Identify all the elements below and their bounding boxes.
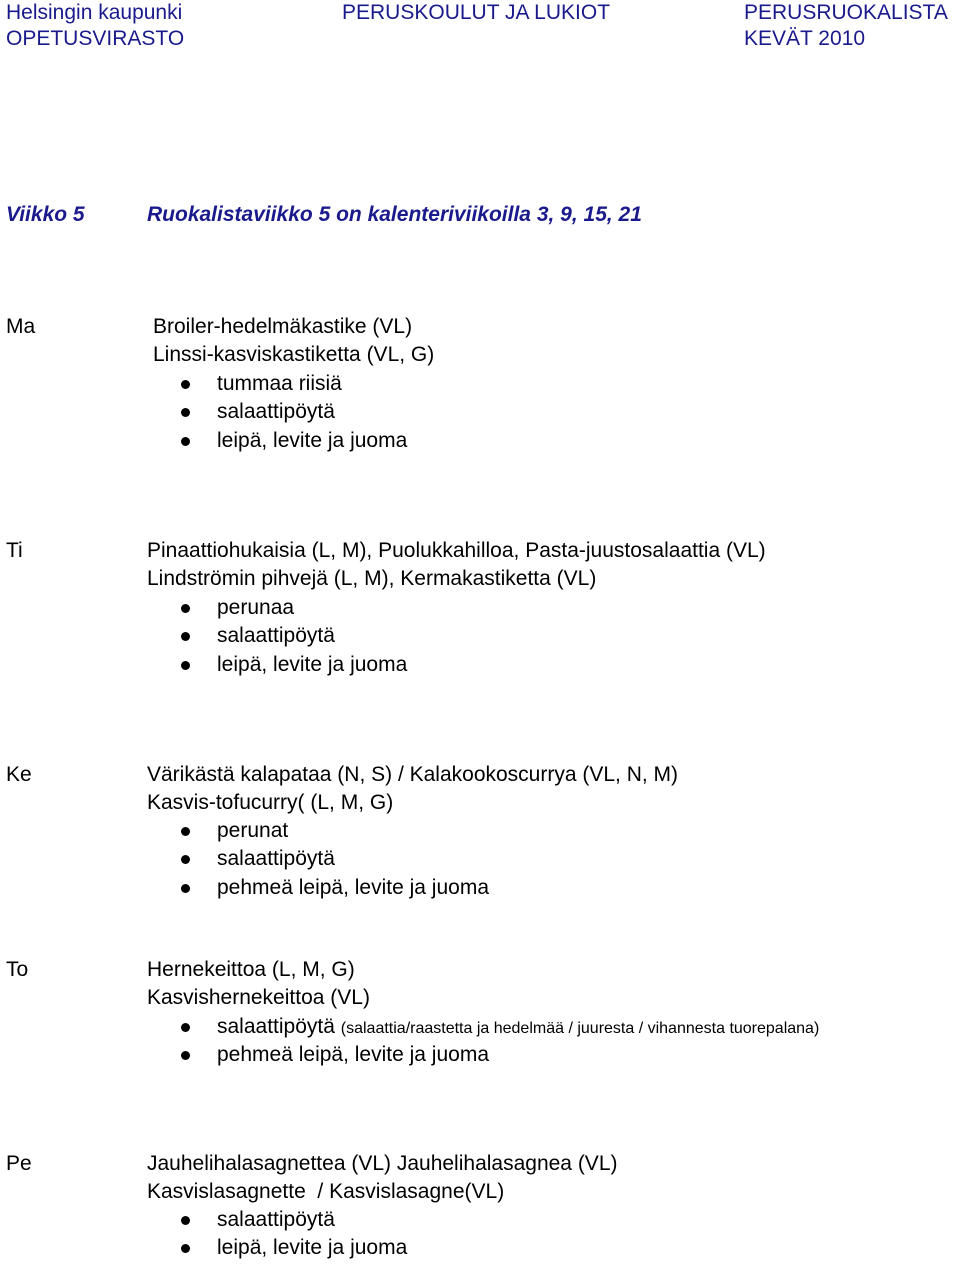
- organization-name: Helsingin kaupunki: [6, 1, 183, 24]
- alternative-dish: Kasvis-tofucurry( (L, M, G): [147, 791, 394, 814]
- side-item-label: salaattipöytä: [217, 1208, 335, 1231]
- main-dish: Broiler-hedelmäkastike (VL): [153, 315, 413, 338]
- bullet-icon: [181, 661, 190, 670]
- bullet-icon: [181, 884, 190, 893]
- salad-bar-note: (salaattia/raastetta ja hedelmää / juuresta / vihannesta tuorepalana): [340, 1020, 820, 1037]
- bullet-icon: [181, 632, 190, 641]
- day-label: Pe: [6, 1152, 32, 1175]
- day-label: Ti: [6, 539, 23, 562]
- bullet-icon: [181, 408, 190, 417]
- bullet-icon: [181, 1244, 190, 1253]
- bullet-icon: [181, 1216, 190, 1225]
- bullet-icon: [181, 604, 190, 613]
- side-item: [0, 1206, 960, 1234]
- term-label: KEVÄT 2010: [744, 27, 866, 50]
- side-item: [0, 874, 960, 902]
- side-item: [0, 651, 960, 679]
- side-item: [0, 370, 960, 398]
- side-item-label: salaattipöytä: [217, 847, 335, 870]
- side-item-label: tummaa riisiä: [217, 372, 342, 395]
- day-label: Ma: [6, 315, 36, 338]
- side-item-label: leipä, levite ja juoma: [217, 1236, 408, 1259]
- side-item: [0, 845, 960, 873]
- bullet-icon: [181, 827, 190, 836]
- day-label: Ke: [6, 763, 32, 786]
- side-item-label: perunaa: [217, 596, 295, 619]
- main-dish: Hernekeittoa (L, M, G): [147, 958, 355, 981]
- alternative-dish: Lindströmin pihvejä (L, M), Kermakastiketta (VL): [147, 567, 597, 590]
- department-name: OPETUSVIRASTO: [6, 27, 185, 50]
- side-item-label: pehmeä leipä, levite ja juoma: [217, 1043, 489, 1066]
- bullet-icon: [181, 380, 190, 389]
- bullet-icon: [181, 437, 190, 446]
- side-item-label: perunat: [217, 819, 289, 842]
- week-number: Viikko 5: [6, 203, 85, 226]
- alternative-dish: Kasvislasagnette / Kasvislasagne(VL): [147, 1180, 505, 1203]
- side-item-label: [217, 1013, 819, 1043]
- bullet-icon: [181, 855, 190, 864]
- bullet-icon: [181, 1023, 190, 1032]
- bullet-icon: [181, 1051, 190, 1060]
- alternative-dish: Kasvishernekeittoa (VL): [147, 986, 370, 1009]
- side-item: [0, 622, 960, 650]
- school-type-label: PERUSKOULUT JA LUKIOT: [342, 1, 611, 24]
- side-item: [0, 594, 960, 622]
- side-item-name: salaattipöytä: [217, 1015, 335, 1038]
- side-item-label: leipä, levite ja juoma: [217, 429, 408, 452]
- main-dish: Värikästä kalapataa (N, S) / Kalakookoscurrya (VL, N, M): [147, 763, 679, 786]
- side-item: [0, 817, 960, 845]
- side-item: [0, 1013, 960, 1041]
- document-title: PERUSRUOKALISTA: [744, 1, 948, 24]
- side-item: [0, 427, 960, 455]
- alternative-dish: Linssi-kasviskastiketta (VL, G): [153, 343, 435, 366]
- header-school-type: [342, 0, 610, 26]
- side-item: [0, 1234, 960, 1262]
- main-dish: Pinaattiohukaisia (L, M), Puolukkahilloa, Pasta-juustosalaattia (VL): [147, 539, 766, 562]
- side-item-label: salaattipöytä: [217, 400, 335, 423]
- day-label: To: [6, 958, 29, 981]
- side-item-label: salaattipöytä: [217, 624, 335, 647]
- side-item: [0, 398, 960, 426]
- side-item-label: pehmeä leipä, levite ja juoma: [217, 876, 489, 899]
- header-organization: [6, 0, 184, 52]
- week-title: Ruokalistaviikko 5 on kalenteriviikoilla 3, 9, 15, 21: [147, 203, 642, 226]
- main-dish: Jauhelihalasagnettea (VL) Jauhelihalasagnea (VL): [147, 1152, 618, 1175]
- header-document: [744, 0, 948, 52]
- side-item: [0, 1041, 960, 1069]
- side-item-label: leipä, levite ja juoma: [217, 653, 408, 676]
